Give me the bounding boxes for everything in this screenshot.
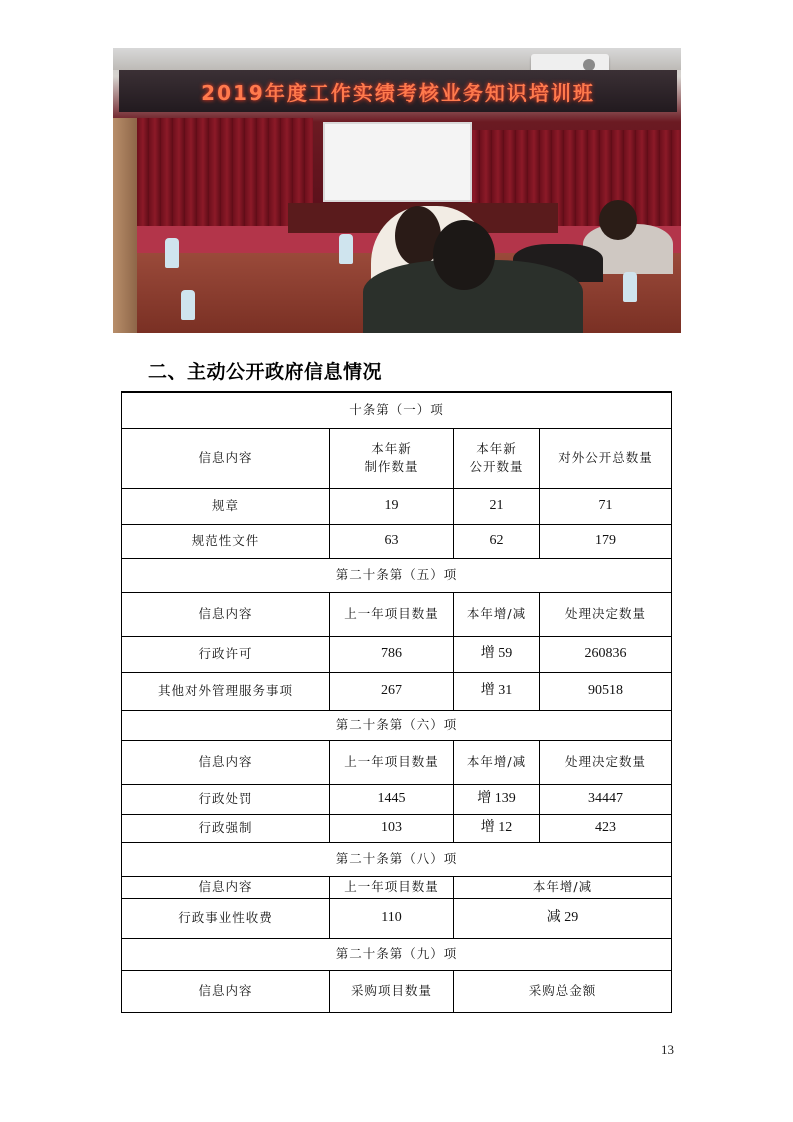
column-header-purchase-count: 采购项目数量 bbox=[330, 970, 454, 1012]
cell-change: 减 29 bbox=[454, 898, 672, 938]
row-name: 行政处罚 bbox=[122, 784, 330, 814]
cell-total: 71 bbox=[540, 488, 672, 524]
table-row bbox=[122, 524, 672, 558]
photo-attendee-head bbox=[433, 220, 495, 290]
cell-change: 增 31 bbox=[454, 672, 540, 710]
table-row bbox=[122, 488, 672, 524]
column-header-prev-count: 上一年项目数量 bbox=[330, 592, 454, 636]
cell-change: 增 12 bbox=[454, 814, 540, 842]
section-title: 二、主动公开政府信息情况 bbox=[148, 361, 383, 383]
table-row bbox=[122, 636, 672, 672]
photo-water-bottle bbox=[165, 238, 179, 268]
cell-prev-count: 110 bbox=[330, 898, 454, 938]
cell-new-published: 21 bbox=[454, 488, 540, 524]
training-photo bbox=[113, 48, 681, 333]
cell-change: 增 59 bbox=[454, 636, 540, 672]
photo-projection-screen bbox=[323, 122, 472, 202]
cell-new-published: 62 bbox=[454, 524, 540, 558]
row-name: 行政强制 bbox=[122, 814, 330, 842]
row-name: 行政许可 bbox=[122, 636, 330, 672]
column-header-prev-count: 上一年项目数量 bbox=[330, 740, 454, 784]
photo-water-bottle bbox=[339, 234, 353, 264]
column-header-purchase-amount: 采购总金额 bbox=[454, 970, 672, 1012]
section-header-article10: 十条第（一）项 bbox=[122, 392, 672, 428]
cell-decisions: 423 bbox=[540, 814, 672, 842]
column-header-new-published bbox=[454, 428, 540, 488]
cell-total: 179 bbox=[540, 524, 672, 558]
table-row bbox=[122, 814, 672, 842]
cell-prev-count: 1445 bbox=[330, 784, 454, 814]
photo-water-bottle bbox=[181, 290, 195, 320]
photo-curtain-left bbox=[113, 118, 313, 228]
page-number: 13 bbox=[661, 1042, 674, 1057]
column-header-line: 公开数量 bbox=[469, 459, 524, 474]
column-header-change: 本年增/减 bbox=[454, 876, 672, 898]
cell-new-made: 63 bbox=[330, 524, 454, 558]
column-header-prev-count: 上一年项目数量 bbox=[330, 876, 454, 898]
section-header-article20-5: 第二十条第（五）项 bbox=[122, 558, 672, 592]
cell-decisions: 34447 bbox=[540, 784, 672, 814]
column-header-change: 本年增/减 bbox=[454, 740, 540, 784]
column-header-line: 本年新 bbox=[476, 440, 517, 456]
column-header-info-content: 信息内容 bbox=[122, 740, 330, 784]
row-name: 规章 bbox=[122, 488, 330, 524]
cell-prev-count: 786 bbox=[330, 636, 454, 672]
column-header-decisions: 处理决定数量 bbox=[540, 592, 672, 636]
column-header-line: 本年新 bbox=[371, 440, 412, 456]
column-header-info-content: 信息内容 bbox=[122, 592, 330, 636]
photo-water-bottle bbox=[623, 272, 637, 302]
row-name: 其他对外管理服务事项 bbox=[122, 672, 330, 710]
table-row bbox=[122, 672, 672, 710]
column-header-line: 制作数量 bbox=[364, 459, 419, 474]
disclosure-table bbox=[121, 391, 672, 1013]
cell-prev-count: 267 bbox=[330, 672, 454, 710]
column-header-change: 本年增/减 bbox=[454, 592, 540, 636]
column-header-info-content: 信息内容 bbox=[122, 970, 330, 1012]
section-header-article20-9: 第二十条第（九）项 bbox=[122, 938, 672, 970]
column-header-new-made bbox=[330, 428, 454, 488]
column-header-info-content: 信息内容 bbox=[122, 876, 330, 898]
column-header-decisions: 处理决定数量 bbox=[540, 740, 672, 784]
photo-wall bbox=[113, 118, 137, 333]
section-header-article20-6: 第二十条第（六）项 bbox=[122, 710, 672, 740]
cell-prev-count: 103 bbox=[330, 814, 454, 842]
table-row bbox=[122, 898, 672, 938]
section-header-article20-8: 第二十条第（八）项 bbox=[122, 842, 672, 876]
cell-decisions: 90518 bbox=[540, 672, 672, 710]
cell-change: 增 139 bbox=[454, 784, 540, 814]
row-name: 行政事业性收费 bbox=[122, 898, 330, 938]
photo-attendee-head bbox=[599, 200, 637, 240]
column-header-info-content: 信息内容 bbox=[122, 428, 330, 488]
photo-banner: 2019年度工作实绩考核业务知识培训班 bbox=[119, 70, 677, 112]
cell-new-made: 19 bbox=[330, 488, 454, 524]
row-name: 规范性文件 bbox=[122, 524, 330, 558]
table-row bbox=[122, 784, 672, 814]
column-header-total-published: 对外公开总数量 bbox=[540, 428, 672, 488]
cell-decisions: 260836 bbox=[540, 636, 672, 672]
